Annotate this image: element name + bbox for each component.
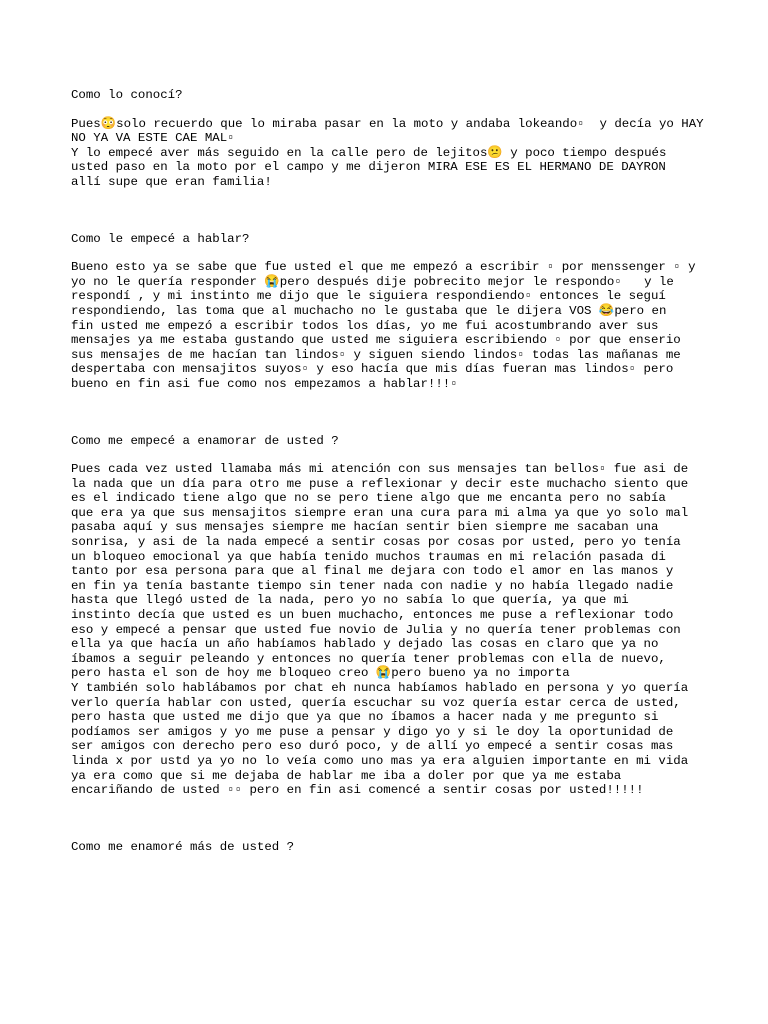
section-como-lo-conoci xyxy=(71,88,768,190)
section-heading: Como lo conocí? xyxy=(71,88,183,102)
section-como-me-enamore-mas xyxy=(71,840,768,855)
section-heading: Como le empecé a hablar? xyxy=(71,231,250,246)
section-paragraph: Bueno esto ya se sabe que fue usted el que me empezó a escribir ▫ por menssenger ▫ y yo no le quería responder 😭pero después dije pobrecito mejor le respondo▫ y le respondí , y mi instinto me dijo que le siguiera respondiendo▫ entonces le seguí respondiendo, las toma que al muchacho no le gustaba que le dijera VOS 😂pero en fin usted me empezó a escribir todos los días, yo me fui acostumbrando aver sus mensajes ya me estaba gustando que usted me siguiera escribiendo ▫ por que enserio sus mensajes de me hacían tan lindos▫ y siguen siendo lindos▫ todas las mañanas me despertaba con mensajitos suyos▫ y eso hacía que mis días fueran mas lindos▫ pero bueno en fin asi fue como nos empezamos a hablar!!!▫ xyxy=(71,260,696,391)
section-heading: Como me enamoré más de usted ? xyxy=(71,839,295,854)
section-como-le-empece-a-hablar xyxy=(71,232,768,392)
section-como-me-empece-a-enamorar xyxy=(71,434,768,798)
section-paragraph: Pues cada vez usted llamaba más mi atención con sus mensajes tan bellos▫ fue asi de la nada que un día para otro me puse a reflexionar y decir este muchacho siento que es el indicado tiene algo que no se pero tiene algo que me encanta pero no sabía que era ya que sus mensajitos siempre eran una cura para mi alma ya que yo solo mal pasaba aquí y sus mensajes siempre me hacían sentir bien siempre me sacaban una sonrisa, y asi de la nada empecé a sentir cosas por cosas por usted, pero yo tenía un bloqueo emocional ya que había tenido muchos traumas en mi relación pasada di tanto por esa persona para que al final me dejara con todo el amor en las manos y en fin ya tenía bastante tiempo sin tener nada con nadie y no había llegado nadie hasta que llegó usted de la nada, pero yo no sabía lo que quería, ya que mi instinto decía que usted es un buen muchacho, entonces me puse a reflexionar todo eso y empecé a pensar que usted fue novio de Julia y no quería tener problemas con ella ya que hacía un año habíamos hablado y dejado las cosas en claro que ya no íbamos a seguir peleando y entonces no quería tener problemas con ella de nuevo, pero hasta el son de hoy me bloqueo creo 😭pero bueno ya no importa Y también solo hablábamos por chat eh nunca habíamos hablado en persona y yo quería verlo quería hablar con usted, quería escuchar su voz quería estar cerca de usted, pero hasta que usted me dijo que ya que no íbamos a hacer nada y me pregunto si podíamos ser amigos y yo me puse a pensar y digo yo y si le doy la oportunidad de ser amigos con derecho pero eso duró poco, y de allí yo empecé a sentir cosas mas linda x por ustd ya yo no lo veía como uno mas ya era alguien importante en mi vida ya era como que si me dejaba de hablar me iba a doler por que ya me estaba encariñando de usted ▫▫ pero en fin asi comencé a sentir cosas por usted!!!!! xyxy=(71,462,689,798)
section-heading: Como me empecé a enamorar de usted ? xyxy=(71,433,339,448)
section-paragraph: Pues😳solo recuerdo que lo miraba pasar en la moto y andaba lokeando▫ y decía yo HAY NO YA VA ESTE CAE MAL▫ Y lo empecé aver más seguido en la calle pero de lejitos😕 y poco tiempo después usted paso en la moto por el campo y me dijeron MIRA ESE ES EL HERMANO DE DAYRON allí supe que eran familia! xyxy=(71,116,704,189)
